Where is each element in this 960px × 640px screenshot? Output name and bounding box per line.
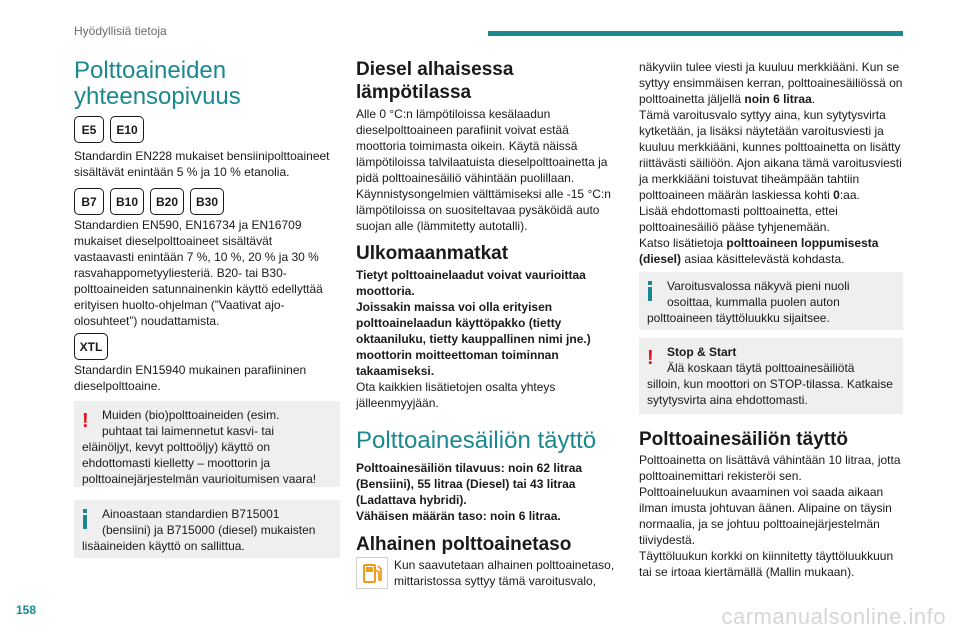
paragraph: Ota kaikkien lisätietojen osalta yhteys jälleenmyyjään. [356, 380, 556, 410]
exclamation-icon: ! [82, 410, 89, 432]
paragraph-line: Kun saavutetaan alhainen polttoainetaso, [394, 558, 615, 572]
paragraph: Lisää ehdottomasti polttoainetta, ettei polttoainesäiliö pääse tyhjenemään. [639, 204, 838, 234]
heading-line: Diesel alhaisessa [356, 59, 514, 80]
paragraph: Käynnistysongelmien välttämiseksi alle -15 °C:n lämpötiloissa on suositeltavaa pysäköidä auto suojan alle (lämmitetty autotalli). [356, 187, 611, 233]
note-line: Varoitusvalossa näkyvä pieni nuoli [667, 279, 850, 293]
text-span: asiaa käsittelevästä kohdasta. [681, 252, 845, 266]
note-line: Muiden (bio)polttoaineiden (esim. [102, 408, 280, 422]
note-text: polttoaineen täyttöluukku sijaitsee. [647, 311, 830, 325]
title-refuelling: Polttoainesäiliön täyttö [356, 427, 597, 454]
text-bold: noin 6 litraa [744, 92, 812, 106]
paragraph-line: mittaristossa syttyy tämä varoitusvalo, [394, 574, 597, 588]
fuel-badge: E5 [74, 116, 104, 143]
fuel-pump-icon [356, 557, 388, 589]
note-title: Stop & Start [667, 345, 737, 359]
warning-note [639, 338, 903, 414]
note-text: silloin, kun moottori on STOP-tilassa. Katkaise sytytysvirta aina ehdottomasti. [647, 377, 893, 407]
watermark: carmanualsonline.info [721, 604, 946, 629]
fuel-pump-glyph [357, 558, 387, 588]
text-bold: polttoaineen loppumisesta (diesel) [639, 236, 879, 266]
xtl-badges [74, 333, 108, 360]
exclamation-icon: ! [647, 347, 654, 369]
text-span: Tämä varoitusvalo syttyy aina, kun sytytysvirta kytketään, ja lisäksi näytetään varoitusviesti ja kuuluu merkkiääni, kunnes polttoainetta on lisätty riittävästi säiliöön. Ajon aikana tämä varoitusviesti ja merkkiääni toistuvat tiheämpään tahtiin polttoaineen määrän laskiessa kohti [639, 108, 902, 202]
note-line: osoittaa, kummalla puolen auton [667, 295, 840, 309]
fuel-badge: B30 [190, 188, 224, 215]
heading-diesel-low-temp [356, 58, 513, 104]
section-header: Hyödyllisiä tietoja [74, 24, 167, 38]
heading-travel-abroad: Ulkomaanmatkat [356, 243, 509, 264]
diesel-badges [74, 188, 224, 215]
note-line: Ainoastaan standardien B715001 [102, 507, 280, 521]
refuelling-capacity [356, 460, 618, 524]
paragraph: Polttoaineluukun avaaminen voi saada aikaan ilman imusta johtuvan äänen. Alipaine on täysin normaalia, ja se johtuu polttoainejärjestelmän tiiviydestä. [639, 485, 892, 547]
paragraph: Alle 0 °C:n lämpötiloissa kesälaadun dieselpolttoaineen parafiinit voivat estää moottoria toimimasta oikein. Käytä näissä lämpötiloissa talvilaatuista dieselpolttoainetta ja pidä polttoainesäiliö vähintään puolillaan. [356, 107, 608, 185]
text-span: Katso lisätietoja [639, 236, 727, 250]
text-span: :aa. [839, 188, 860, 202]
refuelling-body [639, 452, 905, 580]
heading-line: lämpötilassa [356, 82, 472, 103]
warning-note [74, 401, 340, 487]
page-number: 158 [16, 603, 37, 617]
heading-low-fuel: Alhainen polttoainetaso [356, 534, 572, 555]
note-line: (bensiini) ja B715000 (diesel) mukaisten [102, 523, 316, 537]
note-line: puhtaat tai laimennetut kasvi- tai [102, 424, 275, 438]
info-icon [82, 509, 88, 529]
info-note [639, 272, 903, 330]
gasoline-badges [74, 116, 144, 143]
text-span: . [811, 92, 816, 106]
title-fuel-compatibility [74, 58, 241, 110]
xtl-text: Standardin EN15940 mukainen parafiininen dieselpolttoaine. [74, 363, 307, 393]
header-accent-bar [488, 31, 903, 36]
low-fuel-body [394, 557, 624, 589]
note-text: eläinöljyt, kevyt polttoöljy) käyttö on ehdottomasti kielletty – moottorin ja polttoainejärjestelmän vaurioitumisen vaara! [82, 440, 317, 486]
info-note [74, 500, 340, 558]
text-span: näkyviin tulee viesti ja kuuluu merkkiääni. Kun se syttyy ensimmäisen kerran, polttoainesäiliössä on polttoainetta jäljellä [639, 60, 903, 106]
paragraph: Täyttöluukun korkki on kiinnitetty täyttöluukkuun tai se irtoaa kiertämällä (Mallin mukaan). [639, 549, 894, 579]
paragraph: Tietyt polttoainelaadut voivat vaurioittaa moottoria. [356, 268, 586, 298]
title-line: yhteensopivuus [74, 83, 241, 110]
diesel-text: Standardien EN590, EN16734 ja EN16709 mukaiset dieselpolttoaineet sisältävät vastaavasti enintään 7 %, 10 %, 20 % ja 30 % rasvahappometyyliesteriä. B20- tai B30-polttoaineiden satunnainenkin käyttö edellyttää erityisen huolto-ohjelman (”Vaativat ajo-olosuhteet”) noudattamista. [74, 218, 323, 328]
paragraph [639, 107, 905, 203]
paragraph: Vähäisen määrän taso: noin 6 litraa. [356, 509, 561, 523]
travel-abroad-body [356, 267, 618, 411]
paragraph [639, 59, 905, 107]
paragraph [639, 235, 905, 267]
gasoline-text: Standardin EN228 mukaiset bensiinipolttoaineet sisältävät enintään 5 % ja 10 % etanolia. [74, 149, 330, 179]
fuel-badge: B20 [150, 188, 184, 215]
info-icon [647, 281, 653, 301]
note-text: lisäaineiden käyttö on sallittua. [82, 539, 245, 553]
low-fuel-continued [639, 59, 905, 267]
fuel-badge: E10 [110, 116, 144, 143]
paragraph: Polttoainetta on lisättävä vähintään 10 litraa, jotta polttoainemittari rekisteröi sen. [639, 453, 901, 483]
fuel-badge: B10 [110, 188, 144, 215]
text-bold: 0 [833, 188, 840, 202]
note-line: Älä koskaan täytä polttoainesäiliötä [667, 361, 855, 375]
diesel-low-temp-body [356, 106, 622, 234]
fuel-badge: XTL [74, 333, 108, 360]
heading-refuelling: Polttoainesäiliön täyttö [639, 429, 849, 450]
paragraph: Joissakin maissa voi olla erityisen polttoainelaadun käyttöpakko (tietty oktaaniluku, tietty kauppallinen nimi jne.) moottorin moitteettoman toiminnan takaamiseksi. [356, 300, 591, 378]
fuel-badge: B7 [74, 188, 104, 215]
paragraph: Polttoainesäiliön tilavuus: noin 62 litraa (Bensiini), 55 litraa (Diesel) tai 43 litraa (Ladattava hybridi). [356, 461, 583, 507]
title-line: Polttoaineiden [74, 57, 227, 84]
